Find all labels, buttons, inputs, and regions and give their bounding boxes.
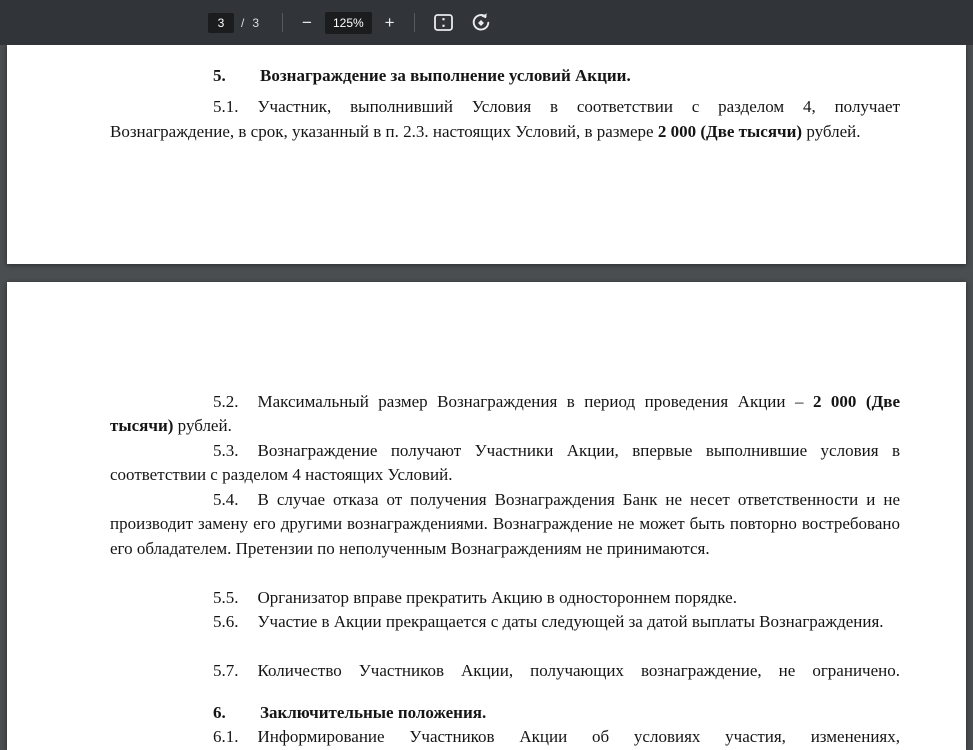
fit-page-icon xyxy=(434,14,453,31)
pdf-page-3 xyxy=(7,282,966,750)
pdf-page-2-bottom xyxy=(7,45,966,264)
pdf-toolbar xyxy=(0,0,973,45)
zoom-in-button[interactable] xyxy=(379,10,401,35)
rotate-counterclockwise-icon xyxy=(471,13,491,33)
fit-page-button[interactable] xyxy=(428,10,459,35)
section-6-heading: 6. Заключительные положения. xyxy=(110,701,900,725)
zoom-out-icon: − xyxy=(302,13,312,32)
zoom-out-button[interactable] xyxy=(296,10,318,35)
clause-5-5: 5.5. Организатор вправе прекратить Акцию в одностороннем порядке. xyxy=(213,588,737,607)
section-6-number: 6. xyxy=(213,702,226,722)
pdf-viewer xyxy=(0,45,973,750)
clause-6-1: 6.1. Информирование Участников Акции об условиях участия, изменениях, xyxy=(213,727,900,747)
page-number-input[interactable] xyxy=(208,13,234,33)
page-separator: / xyxy=(241,15,245,30)
total-pages-label: 3 xyxy=(252,15,260,30)
rotate-button[interactable] xyxy=(465,9,497,37)
clause-5-2: 5.2. Максимальный размер Вознаграждения в период проведения Акции – 2 000 (Две тысячи) рублей. xyxy=(110,392,900,436)
toolbar-divider xyxy=(282,13,283,32)
toolbar-divider xyxy=(414,13,415,32)
clause-5-4: 5.4. В случае отказа от получения Вознаграждения Банк не несет ответственности и не производит замену его другими вознаграждениями. Вознаграждение не может быть повторно востребовано его обладателем. Претензии по неполученным Вознаграждениям не принимаются. xyxy=(110,490,900,558)
zoom-in-icon: + xyxy=(384,13,395,32)
clause-5-3: 5.3. Вознаграждение получают Участники Акции, впервые выполнившие условия в соответствии с разделом 4 настоящих Условий. xyxy=(110,441,900,485)
section-5-number: 5. xyxy=(213,66,226,85)
clause-5-7: 5.7. Количество Участников Акции, получающих вознаграждение, не ограничено. xyxy=(213,661,900,681)
clause-5-6: 5.6. Участие в Акции прекращается с даты следующей за датой выплаты Вознаграждения. xyxy=(213,612,884,632)
clause-5-1: 5.1. Участник, выполнивший Условия в соответствии с разделом 4, получает Вознаграждение, в срок, указанный в п. 2.3. настоящих Условий, в размере 2 000 (Две тысячи) рублей. xyxy=(110,97,900,141)
zoom-level-display: 125% xyxy=(325,12,372,34)
section-5-heading: 5. Вознаграждение за выполнение условий Акции. xyxy=(110,64,900,88)
